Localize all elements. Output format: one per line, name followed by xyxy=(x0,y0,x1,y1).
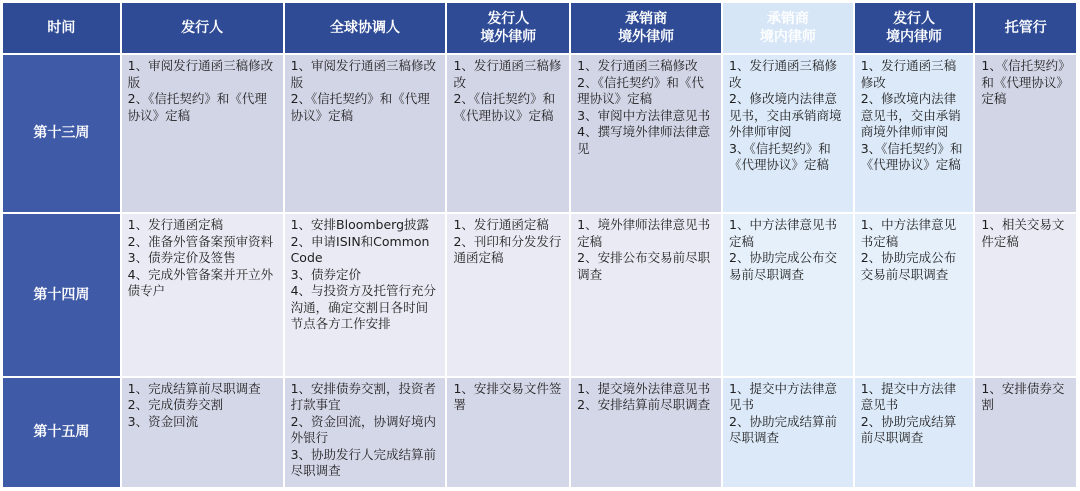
schedule-table xyxy=(1,1,1078,489)
cell-issuer-onshore-counsel: 1、中方法律意见书定稿 2、协助完成公布交易前尽职调查 xyxy=(855,214,974,376)
header-issuer-onshore-counsel: 发行人 境内律师 xyxy=(855,3,974,53)
cell-custodian: 1、相关交易文件定稿 xyxy=(975,214,1076,376)
header-underwriter-onshore-counsel: 承销商 境内律师 xyxy=(723,3,853,53)
cell-underwriter-onshore-counsel: 1、中方法律意见书定稿 2、协助完成公布交易前尽职调查 xyxy=(723,214,853,376)
header-issuer-offshore-counsel: 发行人 境外律师 xyxy=(447,3,569,53)
week-label: 第十三周 xyxy=(3,55,120,212)
cell-custodian: 1、《信托契约》和《代理协议》定稿 xyxy=(975,55,1076,212)
cell-issuer-offshore-counsel: 1、发行通函三稿修改 2、《信托契约》和《代理协议》定稿 xyxy=(447,55,569,212)
cell-global-coordinator: 1、安排债券交割，投资者打款事宜 2、资金回流，协调好境内外银行 3、协助发行人完成结算前尽职调查 xyxy=(285,378,446,487)
cell-issuer-onshore-counsel: 1、发行通函三稿修改 2、修改境内法律意见书，交由承销商境外律师审阅 3、《信托契约》和《代理协议》定稿 xyxy=(855,55,974,212)
week-label: 第十五周 xyxy=(3,378,120,487)
cell-custodian: 1、安排债券交割 xyxy=(975,378,1076,487)
week-row xyxy=(3,55,1076,212)
header-custodian: 托管行 xyxy=(975,3,1076,53)
cell-underwriter-onshore-counsel: 1、发行通函三稿修改 2、修改境内法律意见书，交由承销商境外律师审阅 3、《信托契约》和《代理协议》定稿 xyxy=(723,55,853,212)
header-row xyxy=(3,3,1076,53)
cell-underwriter-onshore-counsel: 1、提交中方法律意见书 2、协助完成结算前尽职调查 xyxy=(723,378,853,487)
cell-global-coordinator: 1、审阅发行通函三稿修改版 2、《信托契约》和《代理协议》定稿 xyxy=(285,55,446,212)
cell-issuer-offshore-counsel: 1、安排交易文件签署 xyxy=(447,378,569,487)
header-issuer: 发行人 xyxy=(122,3,283,53)
cell-issuer: 1、审阅发行通函三稿修改版 2、《信托契约》和《代理协议》定稿 xyxy=(122,55,283,212)
cell-underwriter-offshore-counsel: 1、发行通函三稿修改 2、《信托契约》和《代理协议》定稿 3、审阅中方法律意见书 4、撰写境外律师法律意见 xyxy=(571,55,721,212)
cell-underwriter-offshore-counsel: 1、提交境外法律意见书 2、安排结算前尽职调查 xyxy=(571,378,721,487)
cell-issuer: 1、完成结算前尽职调查 2、完成债券交割 3、资金回流 xyxy=(122,378,283,487)
cell-issuer-onshore-counsel: 1、提交中方法律意见书 2、协助完成结算前尽职调查 xyxy=(855,378,974,487)
week-row xyxy=(3,214,1076,376)
cell-issuer-offshore-counsel: 1、发行通函定稿 2、刊印和分发发行通函定稿 xyxy=(447,214,569,376)
header-time: 时间 xyxy=(3,3,120,53)
week-row xyxy=(3,378,1076,487)
cell-global-coordinator: 1、安排Bloomberg披露 2、申请ISIN和Common Code 3、债券定价 4、与投资方及托管行充分沟通，确定交割日各时间节点各方工作安排 xyxy=(285,214,446,376)
cell-underwriter-offshore-counsel: 1、境外律师法律意见书定稿 2、安排公布交易前尽职调查 xyxy=(571,214,721,376)
header-underwriter-offshore-counsel: 承销商 境外律师 xyxy=(571,3,721,53)
week-label: 第十四周 xyxy=(3,214,120,376)
cell-issuer: 1、发行通函定稿 2、准备外管备案预审资料 3、债券定价及签售 4、完成外管备案并开立外债专户 xyxy=(122,214,283,376)
header-global-coordinator: 全球协调人 xyxy=(285,3,446,53)
